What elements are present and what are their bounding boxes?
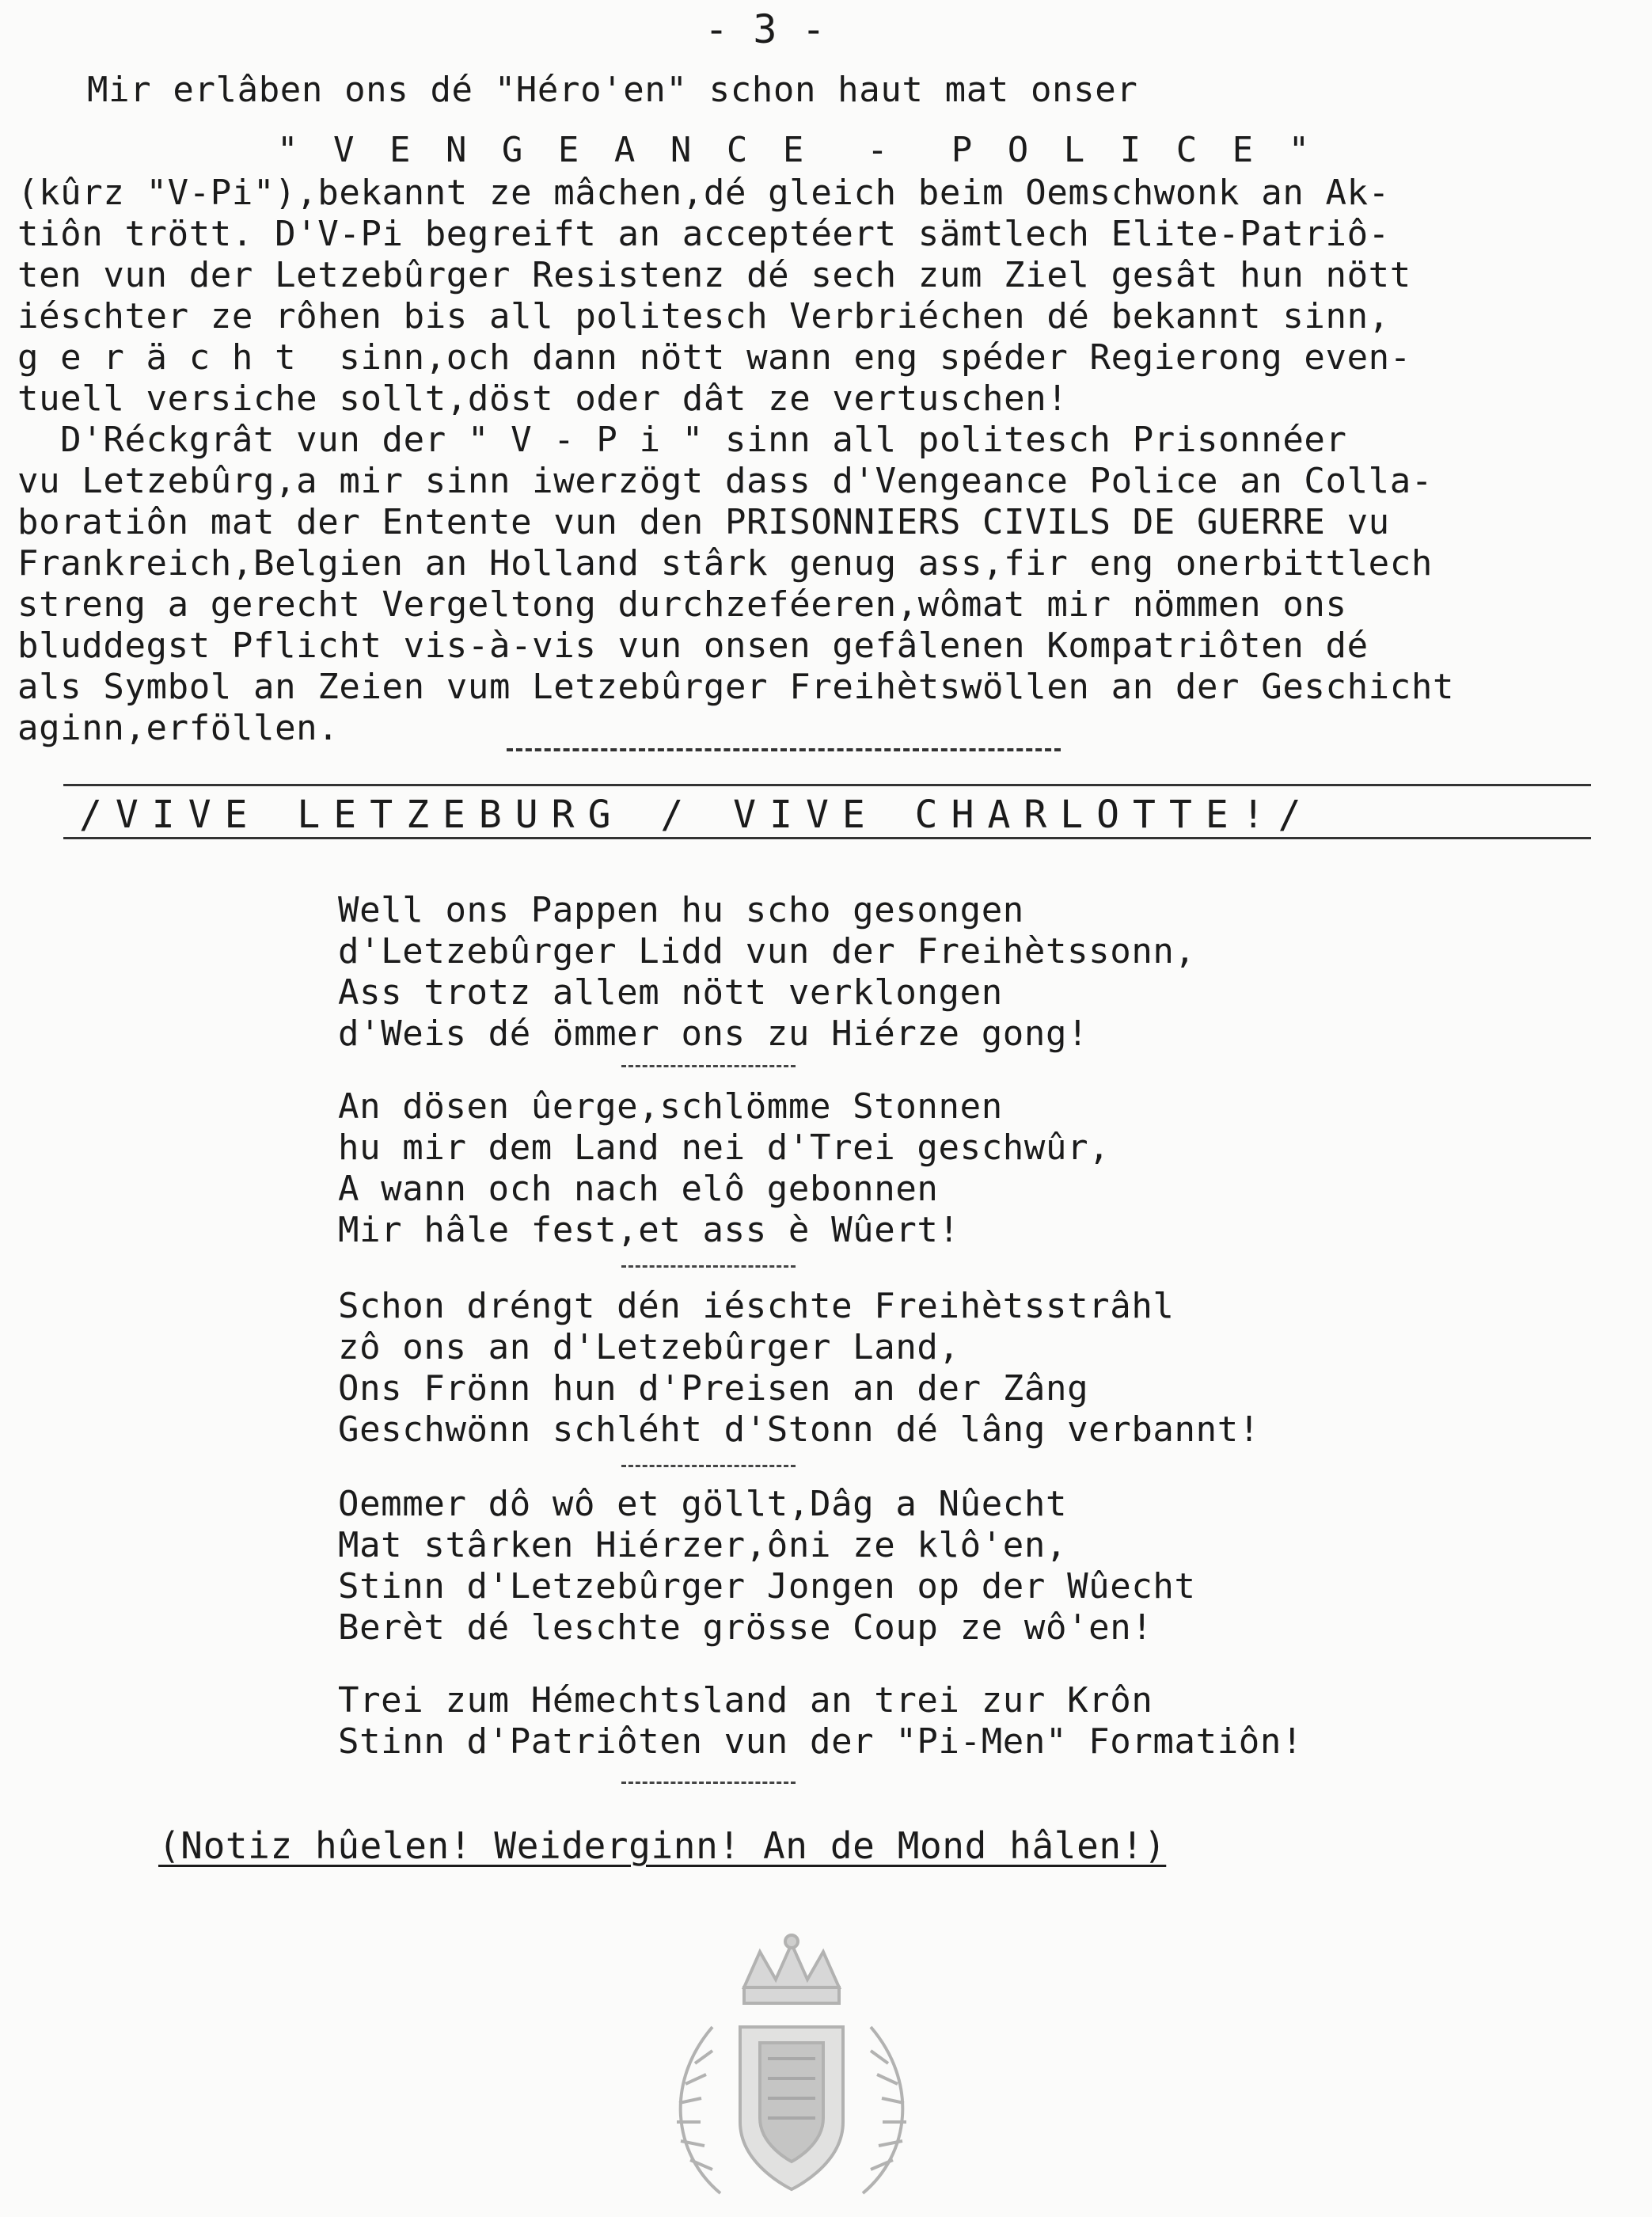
text-line: tiôn trött. D'V-Pi begreift an acceptéert sämtlech Elite-Patriô- bbox=[17, 214, 1390, 254]
text-line: bluddegst Pflicht vis-à-vis vun onsen gefâlenen Kompatriôten dé bbox=[17, 626, 1369, 666]
poem-line: Mat stârken Hiérzer,ôni ze klô'en, bbox=[338, 1525, 1068, 1565]
banner-vive-letzeburg bbox=[63, 784, 1591, 839]
poem-line: Ass trotz allem nött verklongen bbox=[338, 972, 1003, 1013]
poem-line: An dösen ûerge,schlömme Stonnen bbox=[338, 1086, 1003, 1127]
text-line: aginn,erföllen. bbox=[17, 708, 340, 748]
poem-line: Stinn d'Letzebûrger Jongen op der Wûecht bbox=[338, 1566, 1196, 1607]
poem-line: Schon dréngt dén iéschte Freihètsstrâhl bbox=[338, 1286, 1175, 1326]
poem-line: Geschwönn schléht d'Stonn dé lâng verbannt! bbox=[338, 1409, 1260, 1450]
title-vengeance-police: " V E N G E A N C E - P O L I C E " bbox=[277, 130, 1317, 170]
poem-line: Oemmer dô wô et göllt,Dâg a Nûecht bbox=[338, 1484, 1068, 1524]
poem-line: d'Letzebûrger Lidd vun der Freihètssonn, bbox=[338, 931, 1196, 972]
poem-line: Trei zum Hémechtsland an trei zur Krôn bbox=[338, 1680, 1153, 1721]
closing-note: (Notiz hûelen! Weiderginn! An de Mond hâlen!) bbox=[158, 1824, 1167, 1867]
stanza-separator bbox=[621, 1065, 796, 1067]
text-line: Frankreich,Belgien an Holland stârk genug ass,fir eng onerbittlech bbox=[17, 543, 1433, 584]
text-line: D'Réckgrât vun der " V - P i " sinn all politesch Prisonnéer bbox=[17, 420, 1347, 460]
banner-text: /VIVE LETZEBURG / VIVE CHARLOTTE!/ bbox=[79, 793, 1315, 837]
text-line: boratiôn mat der Entente vun den PRISONNIERS CIVILS DE GUERRE vu bbox=[17, 502, 1390, 542]
poem-line: Well ons Pappen hu scho gesongen bbox=[338, 890, 1024, 930]
stanza-separator bbox=[621, 1782, 796, 1784]
crest-stamp-icon bbox=[625, 1932, 958, 2217]
text-line: (kûrz "V-Pi"),bekannt ze mâchen,dé gleich beim Oemschwonk an Ak- bbox=[17, 173, 1390, 213]
text-line: tuell versiche sollt,döst oder dât ze vertuschen! bbox=[17, 378, 1069, 419]
poem-line: Mir hâle fest,et ass è Wûert! bbox=[338, 1210, 960, 1250]
stanza-separator bbox=[621, 1465, 796, 1467]
text-line: vu Letzebûrg,a mir sinn iwerzögt dass d'Vengeance Police an Colla- bbox=[17, 461, 1433, 501]
page-number: - 3 - bbox=[704, 6, 826, 52]
stanza-separator bbox=[621, 1265, 796, 1268]
poem-line: Berèt dé leschte grösse Coup ze wô'en! bbox=[338, 1607, 1153, 1648]
poem-line: zô ons an d'Letzebûrger Land, bbox=[338, 1327, 960, 1367]
text-line: als Symbol an Zeien vum Letzebûrger Freihètswöllen an der Geschicht bbox=[17, 667, 1455, 707]
text-line: ten vun der Letzebûrger Resistenz dé sech zum Ziel gesât hun nött bbox=[17, 255, 1411, 295]
poem-line: d'Weis dé ömmer ons zu Hiérze gong! bbox=[338, 1013, 1089, 1054]
text-line: iéschter ze rôhen bis all politesch Verbriéchen dé bekannt sinn, bbox=[17, 296, 1390, 337]
poem-line: Ons Frönn hun d'Preisen an der Zâng bbox=[338, 1368, 1089, 1409]
text-line: streng a gerecht Vergeltong durchzeféeren,wômat mir nömmen ons bbox=[17, 584, 1347, 625]
poem-line: A wann och nach elô gebonnen bbox=[338, 1169, 939, 1209]
poem-line: Stinn d'Patriôten vun der "Pi-Men" Formatiôn! bbox=[338, 1721, 1304, 1762]
poem-line: hu mir dem Land nei d'Trei geschwûr, bbox=[338, 1128, 1111, 1168]
text-line: g e r ä c h t sinn,och dann nött wann eng spéder Regierong even- bbox=[17, 337, 1411, 378]
section-divider bbox=[507, 748, 1061, 751]
intro-line: Mir erlâben ons dé "Héro'en" schon haut mat onser bbox=[87, 70, 1138, 110]
